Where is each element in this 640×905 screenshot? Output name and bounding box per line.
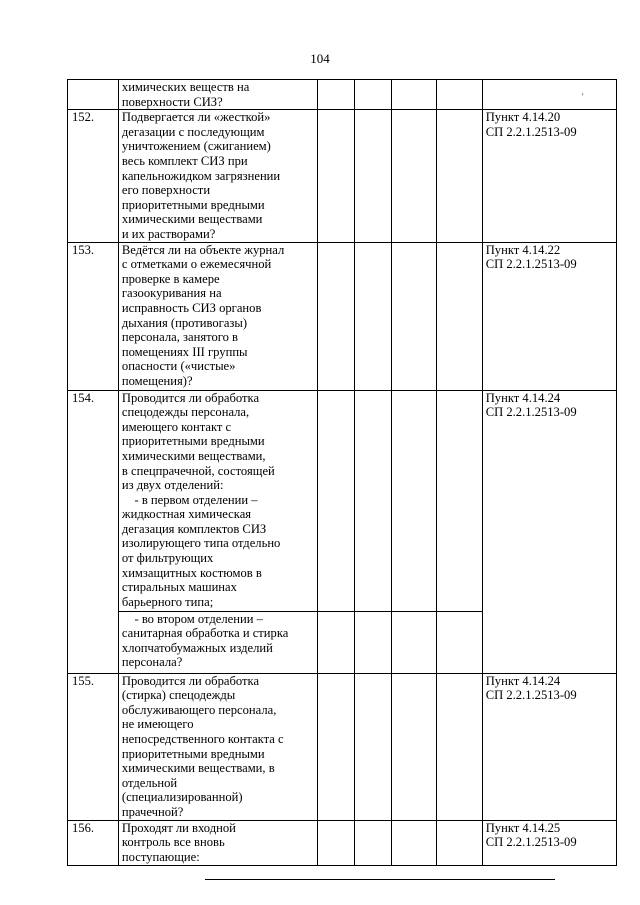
question-line: барьерного типа; — [121, 594, 214, 609]
question-line: химзащитных костюмов в — [121, 565, 262, 580]
question-line: Ведётся ли на объекте журнал — [121, 242, 285, 257]
question-line: хлопчатобумажных изделий — [121, 640, 273, 655]
question-cell — [118, 110, 317, 242]
question-line: обслуживающего персонала, — [121, 702, 277, 717]
question-line: с отметками о ежемесячной — [121, 257, 272, 272]
answer-cell-3 — [391, 611, 436, 673]
answer-cell-4 — [437, 110, 482, 242]
question-line: - во втором отделении – — [121, 611, 263, 626]
row-number: 155. — [68, 673, 119, 820]
question-line: стиральных машинах — [121, 580, 237, 595]
table-row — [68, 673, 617, 820]
question-line: его поверхности — [121, 183, 211, 198]
row-number: 156. — [68, 820, 119, 865]
reference-cell — [482, 80, 616, 110]
bottom-rule — [205, 879, 555, 880]
page-number: 104 — [310, 51, 330, 66]
reference-line: Пункт 4.14.22 — [485, 242, 561, 257]
question-line: приоритетными вредными — [121, 746, 265, 761]
question-line: (стирка) спецодежды — [121, 688, 236, 703]
answer-cell-1 — [318, 80, 355, 110]
answer-cell-4 — [437, 390, 482, 611]
question-cell — [118, 673, 317, 820]
answer-cell-3 — [391, 110, 436, 242]
question-line: химическими веществами, в — [121, 761, 275, 776]
checklist-table — [67, 79, 617, 866]
answer-cell-1 — [318, 673, 355, 820]
table-row — [68, 820, 617, 865]
reference-cell — [482, 110, 616, 242]
answer-cell-4 — [437, 820, 482, 865]
answer-cell-2 — [354, 110, 391, 242]
answer-cell-2 — [354, 80, 391, 110]
question-line: Подвергается ли «жесткой» — [121, 110, 271, 125]
question-line: жидкостная химическая — [121, 507, 252, 522]
question-line: опасности («чистые» — [121, 359, 236, 374]
question-line: контроль все вновь — [121, 835, 225, 850]
answer-cell-4 — [437, 80, 482, 110]
question-line: химическими веществами — [121, 212, 263, 227]
table-row — [68, 390, 617, 611]
question-line: приоритетными вредными — [121, 197, 265, 212]
question-cell — [118, 242, 317, 390]
question-line: проверке в камере — [121, 271, 220, 286]
question-line: Проходят ли входной — [121, 820, 236, 835]
question-line: из двух отделений: — [121, 478, 224, 493]
answer-cell-2 — [354, 390, 391, 611]
answer-cell-3 — [391, 390, 436, 611]
question-line: химическими веществами, — [121, 448, 266, 463]
answer-cell-2 — [354, 242, 391, 390]
question-line: от фильтрующих — [121, 551, 214, 566]
sub-question-cell — [118, 611, 317, 673]
question-line: весь комплект СИЗ при — [121, 153, 248, 168]
question-line: отдельной — [121, 775, 178, 790]
question-line: химических веществ на — [121, 80, 250, 94]
scan-mark: ' — [582, 92, 584, 101]
table-row — [68, 110, 617, 242]
question-line: газоокуривания на — [121, 286, 222, 301]
question-line: непосредственного контакта с — [121, 731, 284, 746]
table-row — [68, 80, 617, 110]
answer-cell-1 — [318, 110, 355, 242]
question-line: персонала, занятого в — [121, 330, 238, 345]
question-line: исправность СИЗ органов — [121, 300, 262, 315]
question-line: (специализированной) — [121, 790, 243, 805]
reference-line: СП 2.2.1.2513-09 — [485, 124, 577, 139]
answer-cell-1 — [318, 611, 355, 673]
row-number: 153. — [68, 242, 119, 390]
answer-cell-3 — [391, 820, 436, 865]
question-line: дыхания (противогазы) — [121, 315, 248, 330]
question-line: поверхности СИЗ? — [121, 94, 223, 109]
reference-line: СП 2.2.1.2513-09 — [485, 405, 577, 420]
checklist-table-body — [68, 80, 617, 866]
question-line: санитарная обработка и стирка — [121, 626, 289, 641]
row-number: 152. — [68, 110, 119, 242]
answer-cell-3 — [391, 80, 436, 110]
reference-cell — [482, 673, 616, 820]
answer-cell-3 — [391, 673, 436, 820]
reference-cell — [482, 242, 616, 390]
question-line: помещения)? — [121, 373, 193, 388]
reference-line: Пункт 4.14.25 — [485, 820, 561, 835]
question-cell — [118, 820, 317, 865]
question-line: персонала? — [121, 655, 183, 670]
reference-line: СП 2.2.1.2513-09 — [485, 835, 577, 850]
question-line: - в первом отделении – — [121, 492, 258, 507]
question-line: капельножидком загрязнении — [121, 168, 281, 183]
row-number — [68, 80, 119, 110]
question-line: дегазации с последующим — [121, 124, 265, 139]
table-row — [68, 242, 617, 390]
question-line: прачечной? — [121, 804, 184, 819]
answer-cell-1 — [318, 242, 355, 390]
question-line: приоритетными вредными — [121, 434, 265, 449]
question-line: и их растворами? — [121, 226, 216, 241]
question-cell — [118, 390, 317, 611]
answer-cell-2 — [354, 611, 391, 673]
question-line: поступающие: — [121, 849, 200, 864]
reference-line: Пункт 4.14.24 — [485, 673, 561, 688]
question-line: в спецпрачечной, состоящей — [121, 463, 275, 478]
question-line: уничтожением (сжиганием) — [121, 139, 271, 154]
question-line: дегазация комплектов СИЗ — [121, 521, 267, 536]
question-line: имеющего контакт с — [121, 419, 232, 434]
answer-cell-4 — [437, 242, 482, 390]
question-line: Проводится ли обработка — [121, 673, 260, 688]
answer-cell-2 — [354, 820, 391, 865]
answer-cell-4 — [437, 673, 482, 820]
reference-line: СП 2.2.1.2513-09 — [485, 688, 577, 703]
reference-cell — [482, 390, 616, 673]
answer-cell-1 — [318, 390, 355, 611]
answer-cell-1 — [318, 820, 355, 865]
reference-line: Пункт 4.14.24 — [485, 390, 561, 405]
question-line: помещениях III группы — [121, 344, 248, 359]
answer-cell-3 — [391, 242, 436, 390]
reference-cell — [482, 820, 616, 865]
question-line: Проводится ли обработка — [121, 390, 260, 405]
answer-cell-2 — [354, 673, 391, 820]
question-line: изолирующего типа отдельно — [121, 536, 281, 551]
reference-line: СП 2.2.1.2513-09 — [485, 257, 577, 272]
question-line: не имеющего — [121, 717, 194, 732]
answer-cell-4 — [437, 611, 482, 673]
question-line: спецодежды персонала, — [121, 405, 250, 420]
question-cell — [118, 80, 317, 110]
row-number: 154. — [68, 390, 119, 673]
reference-line: Пункт 4.14.20 — [485, 110, 561, 125]
